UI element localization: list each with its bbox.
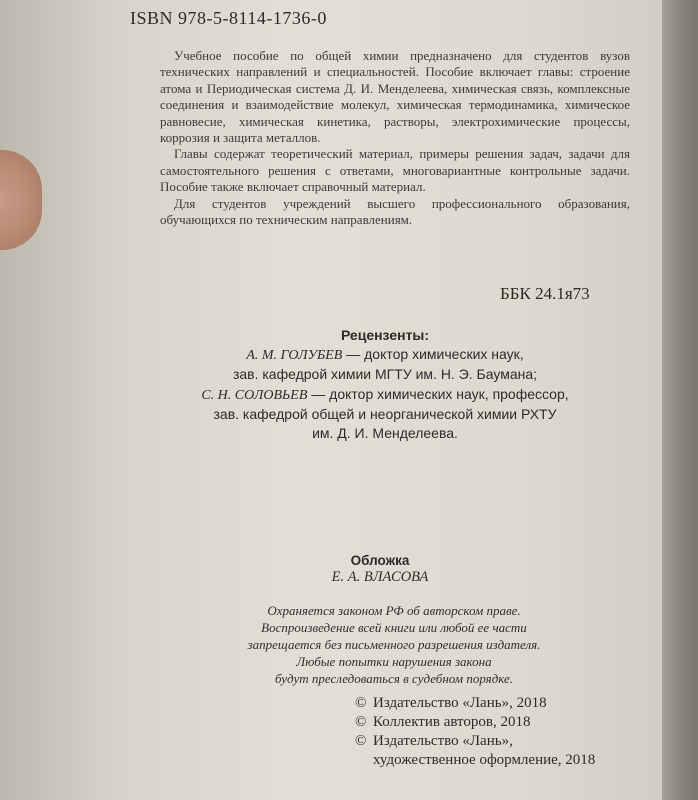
isbn: ISBN 978-5-8114-1736-0 [130,8,327,28]
reviewer-1-title: — доктор химических наук, [342,346,524,363]
copyright-icon: © [355,714,367,730]
reviewers-heading: Рецензенты: [340,327,430,343]
copyright-notices [355,694,655,770]
reviewer-1 [185,345,585,365]
law-line: Любые попытки нарушения закона [296,654,492,669]
page-edge [662,0,698,800]
reviewer-2 [185,385,585,405]
reviewers-block [185,326,585,443]
law-line: Воспроизведение всей книги или любой ее части [261,620,527,635]
annotation [160,48,630,228]
copyright-1-text: Издательство «Лань», 2018 [373,695,547,711]
copyright-icon: © [355,695,367,711]
annotation-paragraph: Учебное пособие по общей химии предназначено для студентов вузов технических направлений и специальностей. Пособие включает главы: строение атома и Периодическая система Д. И. Менделеева, химическая связь, комплексные соединения и взаимодействие молекул, химическая термодинамика, химическое равновесие, химическая кинетика, растворы, электрохимические процессы, коррозия и защита металлов. [160,48,630,146]
bbk-code: ББК 24.1я73 [500,284,590,303]
reviewer-2-position-cont: им. Д. И. Менделеева. [312,425,458,442]
cover-designer: Е. А. ВЛАСОВА [331,569,429,585]
copyright-icon: © [355,733,367,749]
copyright-2 [355,713,655,732]
cover-credit [300,552,460,586]
annotation-paragraph: Главы содержат теоретический материал, примеры решения задач, задачи для самостоятельного решения с ответами, многовариантные контрольные задачи. Пособие также включает справочный материал. [160,146,630,195]
reviewer-2-title: — доктор химических наук, профессор, [307,385,569,402]
copyright-3-cont: художественное оформление, 2018 [373,752,596,768]
copyright-1 [355,694,655,713]
copyright-3-text: Издательство «Лань», [373,733,513,749]
copyright-2-text: Коллектив авторов, 2018 [373,714,531,730]
law-line: будут преследоваться в судебном порядке. [274,671,514,686]
reviewer-1-name: А. М. ГОЛУБЕВ [246,348,343,364]
law-line: Охраняется законом РФ об авторском праве. [267,603,521,618]
annotation-paragraph: Для студентов учреждений высшего профессионального образования, обучающихся по техническим направлениям. [160,195,630,228]
reviewer-2-name: С. Н. СОЛОВЬЕВ [201,387,308,403]
reviewer-1-position: зав. кафедрой химии МГТУ им. Н. Э. Баумана; [232,366,538,383]
cover-heading: Обложка [350,553,410,568]
reviewer-2-position: зав. кафедрой общей и неорганической химии РХТУ [213,405,557,422]
copyright-3 [355,732,655,751]
copyright-law-notice [214,602,574,687]
law-line: запрещается без письменного разрешения издателя. [247,637,541,652]
